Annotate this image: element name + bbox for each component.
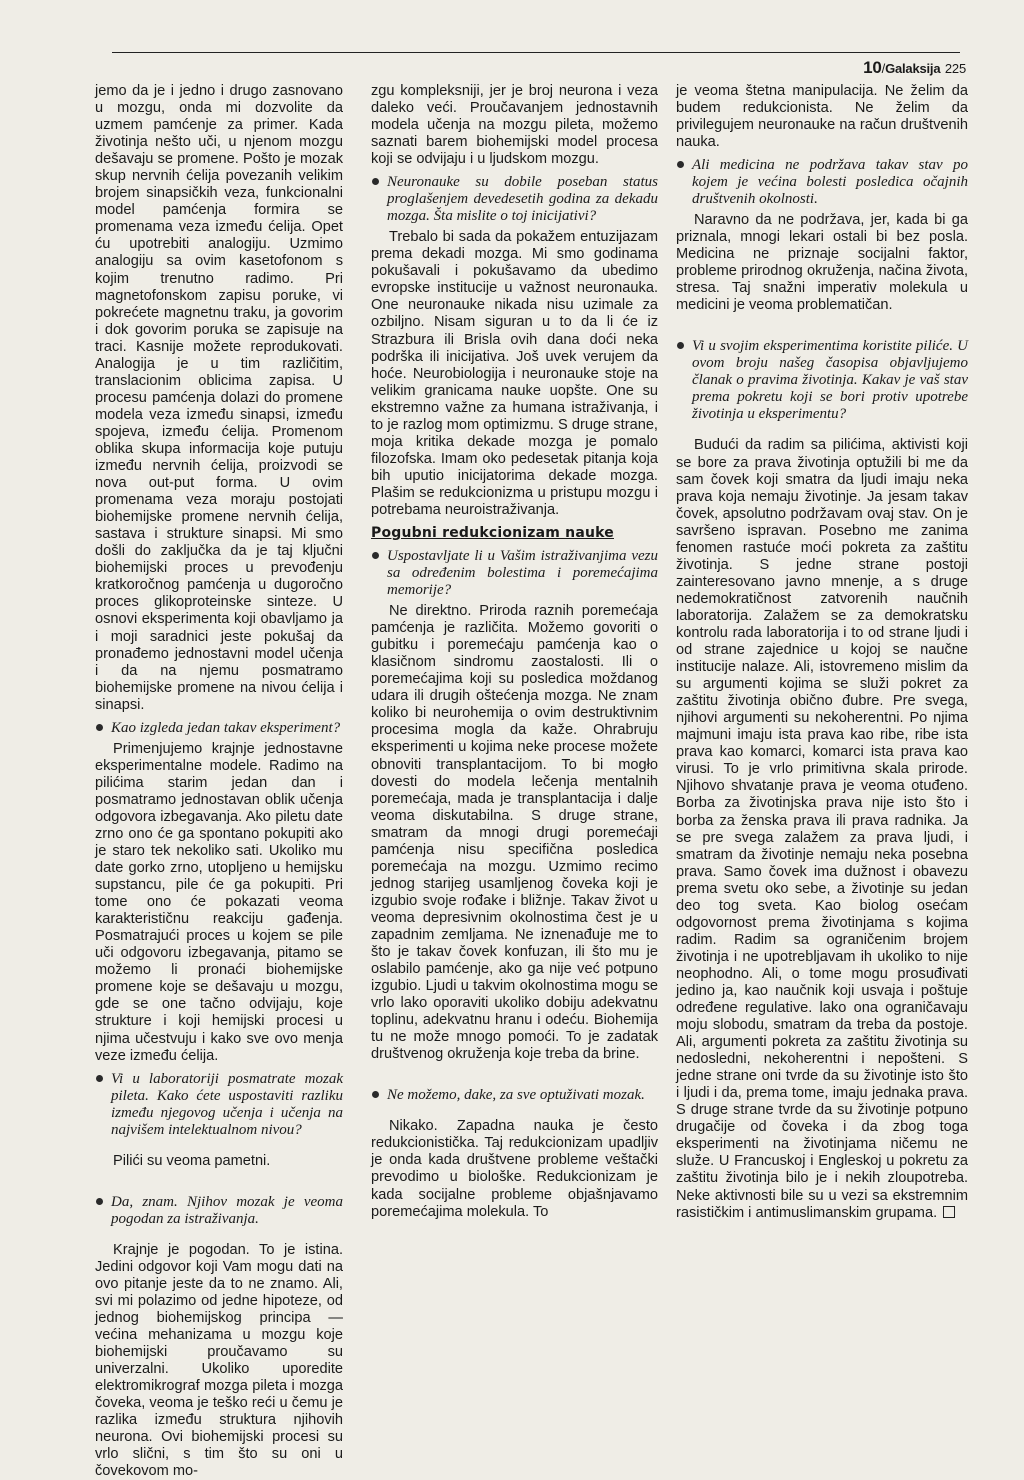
answer-paragraph: zgu kompleksniji, jer je broj neurona i veza daleko veći. Proučavanjem jednostavnih modela učenja na mozgu pileta, možemo saznati barem biohemijski model procesa koji se odvijaju i u ljudskom mozgu. [371,83,658,168]
question: Da, znam. Njihov mozak je veoma pogodan za istraživanja. [95,1194,343,1228]
answer-paragraph: Pilići su veoma pametni. [113,1152,271,1169]
answer-paragraph: Budući da radim sa pilićima, aktivisti koji se bore za prava životinja optužili bi me da sam čovek koji smatra da ljudi imaju neka prava koja nemaju životinje. Ja jesam takav čovek, apsolutno podržavam ovaj stav. On je savršeno ispravan. Posebno me zanima fenomen rastuće moći pokreta za zaštitu životinja. S jedne strane postoji zainteresovano javno mnenje, a s druge nedemokratičnost zatvorenih naučnih laboratorija. Zalažem se za demokratsku kontrolu rada laboratorija i to od strane ljudi i od strane zajednice u kojoj se naučne institucije nalaze. Ali, istovremeno mislim da su argumenti kojima se služi pokret za zaštitu životinja obično đubre. Pre svega, njihovi argumenti su nekoherentni. Po njima majmuni imaju ista prava kao ribe, ribe ista prava kao komarci, komarci ista prava kao virusi. To je vrlo primitivna skala prirode. Njihovo shvatanje prava je veoma otuđeno. Borba za životinjska prava nije isto što i borba za ženska prava ili prava radnika. Ja se pre svega zalažem za prava ljudi, i smatram da životinje nemaju neka posebna prava. Samo čovek ima dužnost i obavezu prema svetu oko sebe, a životinje su jedan deo tog sveta. Kao biolog osećam odgovornost prema životinjama s kojima radim. Radim sa ograničenim brojem životinja i ne upotrebljavam ih ukoliko to nije neophodno. Ali, o tome mogu prosuđivati jedino ja, kao naučnik koji usvaja i poštuje određene regulative. lako ona ograničavaju moju slobodu, smatram da treba da postoje. Ali, argumenti pokreta za zaštitu životinja su nedosledni, nekoherentni i nepošteni. S jedne strane oni tvrde da su životinje isto što i ljudi i da, prema tome, imaju jednaka prava. S druge strane tvrde da su životinje potpuno drugačije od čoveka i da zbog toga eksperimenti na životinjama ničemu ne služe. U Francuskoj i Engleskoj u pokretu za zaštitu životinja bilo je i nekih zloupotreba. Neke aktivnosti bile su u vezi sa ekstremnim rasističkim i antimuslimanskim grupama. [676,437,968,1221]
question: Vi u laboratoriji posmatrate mozak pileta. Kako ćete uspostaviti razliku između njegovog učenja i učenja na najvišem intelektualnom nivou? [95,1071,343,1139]
column-3 [676,83,968,1222]
bullet-icon [372,552,379,559]
question: Neuronauke su dobile poseban status proglašenjem devedesetih godina za dekadu mozga. Šta mislite o toj inicijativi? [371,174,658,225]
question: Ali medicina ne podržava takav stav po kojem je većina bolesti posledica očajnih društvenih okolnosti. [676,157,968,208]
column-2 [371,83,658,1221]
question: Kao izgleda jedan takav eksperiment? [95,720,343,737]
issue-number: 225 [944,61,966,76]
answer-paragraph: Trebalo bi sada da pokažem entuzijazam prema dekadi mozga. Mi smo godinama pokušavali i pokušavamo da ubedimo evropske institucije u važnost neuronauka. One neuronauke nikada nisu uzimale za ozbiljno. Nisam siguran u to da li će iz Strazbura ili Brisla ovih dana doći neka podrška ili inicijativa. Još uvek verujem da hoće. Neurobiologija i neuronauke stoje na velikim granicama nauke uopšte. One su ekstremno važne za humana istraživanja, i to je razlog mom optimizmu. S druge strane, moja kritika dekade mozga je pomalo filozofska. Imam oko pedesetak pitanja koja bih uputio inicijatorima dekade mozga. Plašim se redukcionizma u pristupu mozgu i potrebama neuroistraživanja. [371,229,658,518]
header-rule [112,52,960,53]
bullet-icon [372,1091,379,1098]
answer-paragraph: Ne direktno. Priroda raznih poremećaja pamćenja je različita. Možemo govoriti o gubitku i poremećaju pamćenja kao o klasičnom sindromu zaostalosti. Ili o poremećajima koji su posledica moždanog udara ili drugih oštećenja mozga. Ne znam koliko bi neurohemija o ovim destruktivnim procesima mogla da kaže. Ohrabruju eksperimenti u kojima neke procese možete obnoviti transplantacijom. To bi mogło dovesti do modela lečenja mentalnih poremećaja, mada je transplantacija i dalje veoma diskutabilna. S druge strane, smatram da mnogi drugi poremećaji pamćenja nisu specifična posledica poremećaja na mozgu. Uzmimo recimo jednog starijeg usamljenog čoveka koji je izgubio svoje rođake i bližnje. Takav život u veoma depresivnim okolnostima čest je u zapadnim zemljama. Ne iznenađuje me to što je takav čovek konfuzan, ili što mu je oslabilo pamćenje, ako ga nije već potpuno izgubio. Ljudi u takvim okolnostima mogu se vrlo lako oporaviti ukoliko dobiju adekvatnu toplinu, adekvatnu hranu i odeću. Biohemija tu ne može mnogo pomoći. To je zadatak društvenog okruženja koje treba da brine. [371,603,658,1063]
question: Vi u svojim eksperimentima koristite piliće. U ovom broju našeg časopisa objavljujemo članak o pravima životinja. Kakav je vaš stav prema pokretu koji se bori protiv upotrebe životinja u eksperimentu? [676,338,968,423]
answer-paragraph: Nikako. Zapadna nauka je često redukcionistička. Taj redukcionizam upadljiv je onda kada društvene probleme veštački prevodimo u biološke. Redukcionizam je kada socijalne probleme objašnjavamo poremećajima molekula. To [371,1118,658,1220]
bullet-icon [96,1198,103,1205]
page-header: 10/Galaksija 225 [863,58,966,77]
bullet-icon [677,342,684,349]
column-1 [95,83,343,1480]
answer-paragraph: Naravno da ne podržava, jer, kada bi ga priznala, mnogi lekari ostali bi bez posla. Medicina ne priznaje socijalni faktor, probleme prirodnog okruženja, načina života, stresa. Taj snažni imperativ molekula u medicini je veoma problematičan. [676,212,968,314]
page-number: 10 [863,58,882,77]
end-of-article-icon [943,1206,955,1218]
answer-paragraph: je veoma štetna manipulacija. Ne želim da budem redukcionista. Ne želim da privilegujem neuronauke na račun društvenih nauka. [676,83,968,151]
bullet-icon [677,161,684,168]
bullet-icon [96,1075,103,1082]
answer-paragraph: Krajnje je pogodan. To je istina. Jedini odgovor koji Vam mogu dati na ovo pitanje jeste da to ne znamo. Ali, svi mi polazimo od jedne hipoteze, od jednog biohemijskog principa — većina mehanizama u mozgu koje biohemijski proučavamo su univerzalni. Ukoliko uporedite elektromikrograf mozga pileta i mozga čoveka, veoma je teško reći u čemu je razlika između struktura njihovih neurona. Ovi biohemijski procesi su vrlo slični, s tim što su oni u čovekovom mo- [95,1241,343,1480]
publication-name: Galaksija [885,61,941,76]
question: Ne možemo, dake, za sve optuživati mozak. [371,1087,658,1104]
section-subheading: Pogubni redukcionizam nauke [371,525,614,542]
answer-paragraph: jemo da je i jedno i drugo zasnovano u mozgu, onda mi dozvolite da uzmem pamćenje za primer. Kada životinja nešto uči, u njenom mozgu dešavaju se promene. Pošto je mozak skup nervnih ćelija povezanih velikim brojem sinapsičkih veza, funkcionalni model pamćenja formira se promenama veza između ćelija. Opet ću upotrebiti analogiju. Uzmimo analogiju sa ovim kasetofonom s kojim trenutno radimo. Pri magnetofonskom zapisu poruke, vi pokrećete magnetnu traku, ja govorim i dok govorim poruka se zapisuje na traci. Kasnije možete reprodukovati. Analogija je u tim različitim, translacionim oblicima zapisa. U procesu pamćenja dolazi do promene modela veza između sinapsi, između spojeva, između ćelija. Promenom oblika skupa informacija koje putuju između nervnih ćelija, proizvodi se nova out-put forma. U ovim promenama veza moraju postojati biohemijske promene nervnih ćelija, sastava i strukture sinapsi. Mi smo došli do zaključka da je taj ključni biohemijski proces u prevođenju kratkoročnog pamćenja u dugoročno proces glikoproteinske sinteze. U osnovi eksperimenta koji obavljamo ja i moji saradnici jeste pokušaj da pronađemo jednostavni model učenja i da na njemu posmatramo biohemijske promene na nivou ćelija i sinapsi. [95,83,343,713]
bullet-icon [372,178,379,185]
answer-paragraph: Primenjujemo krajnje jednostavne eksperimentalne modele. Radimo na pilićima starim jedan dan i posmatramo jednostavan oblik učenja odgovora izbegavanja. Ako piletu date zrno ono će ga spontano pokupiti ako je staro tek nekoliko sati. Ukoliko mu date gorko zrno, utopljeno u hemijsku supstancu, pile će ga pokupiti. Pri tome ono će pokazati veoma karakterističnu reakciju gađenja. Posmatrajući proces u kojem se pile uči odgovoru izbegavanja, pitamo se možemo li pronaći biohemijske promene koje se dešavaju u mozgu, gde se one tačno odvijaju, koje strukture i koji hemijski procesi u njima učestvuju i kako sve ovo menja veze između ćelija. [95,740,343,1064]
question: Uspostavljate li u Vašim istraživanjima vezu sa određenim bolestima i poremećajima memorije? [371,548,658,599]
bullet-icon [96,724,103,731]
